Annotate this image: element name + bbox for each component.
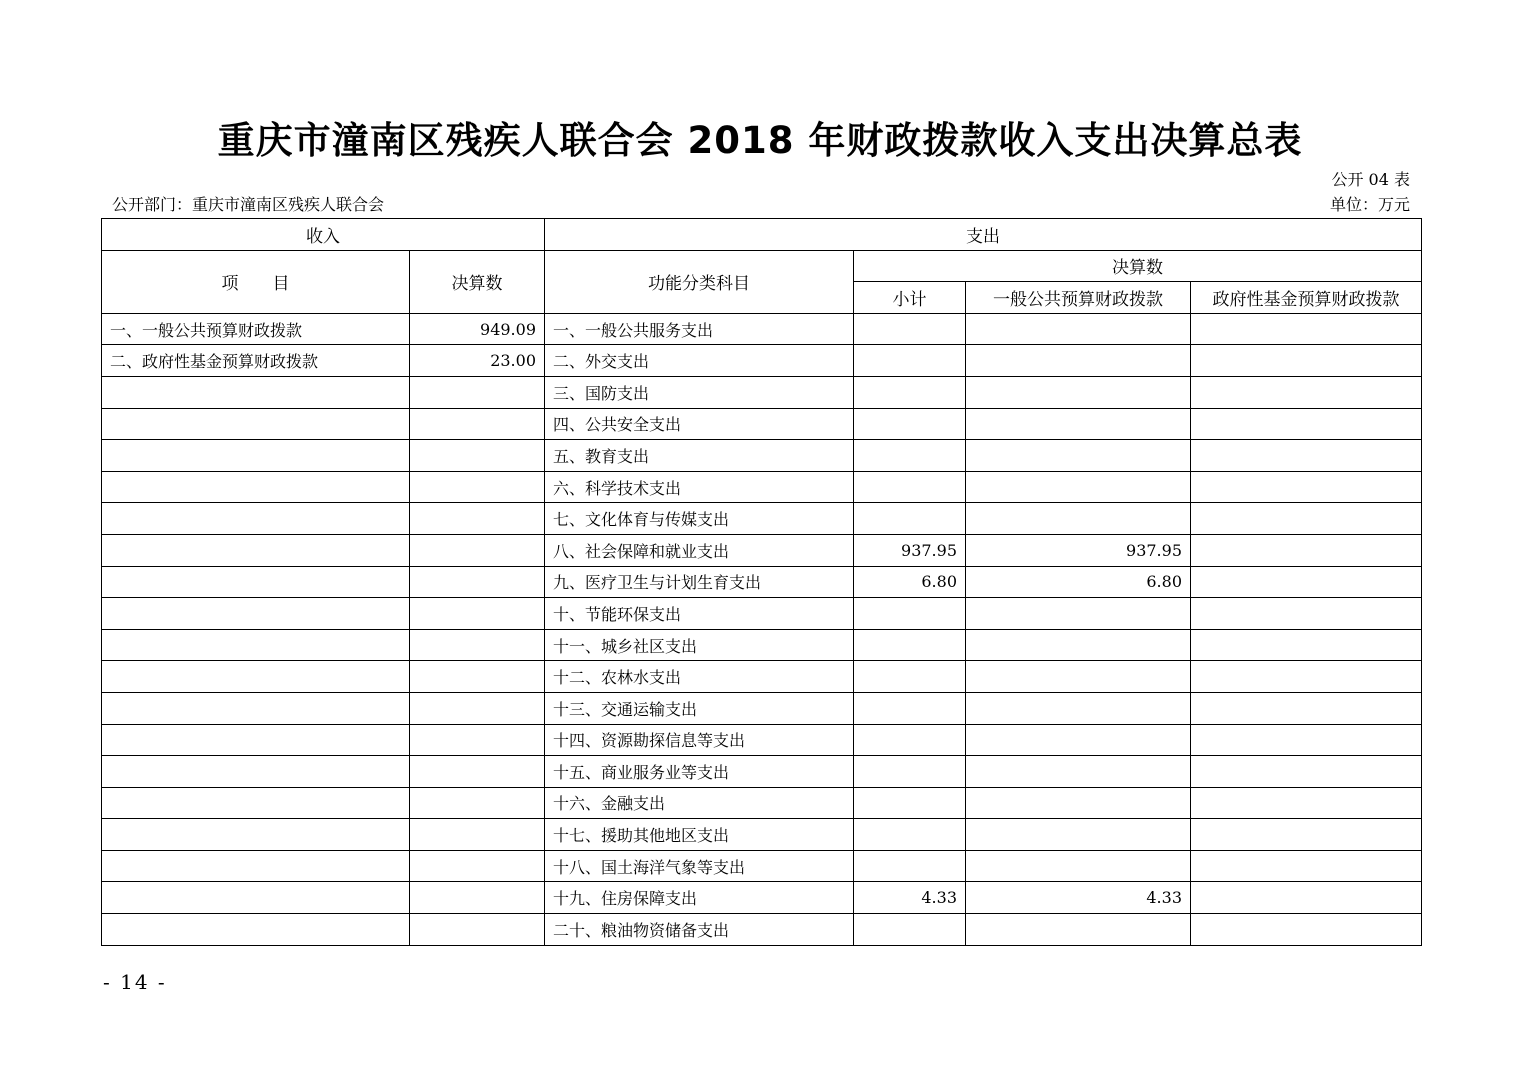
subtotal-cell [854, 376, 966, 408]
func-category-header: 功能分类科目 [545, 250, 854, 313]
income-amount-cell [410, 503, 545, 535]
gov-fund-cell [1191, 882, 1422, 914]
expense-item-cell: 三、国防支出 [545, 376, 854, 408]
general-budget-cell: 6.80 [966, 566, 1191, 598]
subtotal-cell: 937.95 [854, 534, 966, 566]
income-amount-cell [410, 440, 545, 472]
table-row [102, 692, 1422, 724]
gov-fund-cell [1191, 503, 1422, 535]
income-amount-cell [410, 661, 545, 693]
income-item-cell [102, 914, 410, 946]
income-item-cell [102, 376, 410, 408]
general-budget-cell [966, 629, 1191, 661]
income-item-cell [102, 534, 410, 566]
table-row [102, 440, 1422, 472]
gov-fund-cell [1191, 914, 1422, 946]
gov-fund-header: 政府性基金预算财政拨款 [1191, 282, 1422, 314]
income-item-cell [102, 440, 410, 472]
general-budget-cell [966, 756, 1191, 788]
income-item-cell [102, 566, 410, 598]
income-item-cell [102, 503, 410, 535]
income-item-cell [102, 787, 410, 819]
gov-fund-cell [1191, 376, 1422, 408]
general-budget-cell [966, 819, 1191, 851]
gov-fund-cell [1191, 440, 1422, 472]
general-budget-cell [966, 724, 1191, 756]
table-row [102, 787, 1422, 819]
general-budget-cell [966, 914, 1191, 946]
income-amount-cell [410, 566, 545, 598]
income-amount-cell [410, 787, 545, 819]
subtotal-cell [854, 661, 966, 693]
expense-item-cell: 十九、住房保障支出 [545, 882, 854, 914]
income-item-cell [102, 850, 410, 882]
gov-fund-cell [1191, 566, 1422, 598]
income-item-cell [102, 819, 410, 851]
income-item-cell [102, 471, 410, 503]
subtotal-header: 小计 [854, 282, 966, 314]
expense-item-cell: 十四、资源勘探信息等支出 [545, 724, 854, 756]
income-item-cell [102, 598, 410, 630]
income-item-cell [102, 629, 410, 661]
income-amount-cell [410, 534, 545, 566]
table-row [102, 724, 1422, 756]
income-amount-cell [410, 629, 545, 661]
gov-fund-cell [1191, 850, 1422, 882]
subtotal-cell [854, 756, 966, 788]
subtotal-cell [854, 787, 966, 819]
expense-item-cell: 十八、国土海洋气象等支出 [545, 850, 854, 882]
expense-item-cell: 十、节能环保支出 [545, 598, 854, 630]
unit-label: 单位：万元 [1329, 195, 1410, 214]
income-amount-cell [410, 819, 545, 851]
income-header: 收入 [102, 219, 545, 251]
table-row [102, 598, 1422, 630]
income-item-cell [102, 724, 410, 756]
expense-item-cell: 十五、商业服务业等支出 [545, 756, 854, 788]
income-amount-cell [410, 914, 545, 946]
expense-item-cell: 七、文化体育与传媒支出 [545, 503, 854, 535]
gov-fund-cell [1191, 598, 1422, 630]
item-header: 项 目 [102, 250, 410, 313]
subtotal-cell [854, 692, 966, 724]
final-amount-header: 决算数 [410, 250, 545, 313]
general-budget-cell: 937.95 [966, 534, 1191, 566]
expense-item-cell: 十六、金融支出 [545, 787, 854, 819]
table-row [102, 376, 1422, 408]
expense-item-cell: 八、社会保障和就业支出 [545, 534, 854, 566]
page-title: 重庆市潼南区残疾人联合会 2018 年财政拨款收入支出决算总表 [217, 119, 1303, 162]
table-body [102, 313, 1422, 945]
budget-table [101, 218, 1422, 946]
subtotal-cell [854, 471, 966, 503]
general-budget-cell [966, 850, 1191, 882]
general-budget-cell [966, 661, 1191, 693]
gov-fund-cell [1191, 345, 1422, 377]
income-item-cell [102, 692, 410, 724]
table-row [102, 503, 1422, 535]
subtotal-cell [854, 313, 966, 345]
final-amount-group-header: 决算数 [854, 250, 1422, 282]
gov-fund-cell [1191, 724, 1422, 756]
gov-fund-cell [1191, 787, 1422, 819]
income-amount-cell [410, 724, 545, 756]
general-budget-cell [966, 471, 1191, 503]
expense-item-cell: 十一、城乡社区支出 [545, 629, 854, 661]
table-row [102, 313, 1422, 345]
gov-fund-cell [1191, 692, 1422, 724]
income-amount-cell [410, 882, 545, 914]
table-row [102, 850, 1422, 882]
general-budget-cell [966, 313, 1191, 345]
subtotal-cell [854, 345, 966, 377]
table-row [102, 534, 1422, 566]
general-budget-cell [966, 503, 1191, 535]
general-budget-cell [966, 787, 1191, 819]
general-budget-header: 一般公共预算财政拨款 [966, 282, 1191, 314]
gov-fund-cell [1191, 534, 1422, 566]
expense-item-cell: 二、外交支出 [545, 345, 854, 377]
department-label: 公开部门：重庆市潼南区残疾人联合会 [112, 195, 385, 214]
form-number: 公开 04 表 [1331, 170, 1410, 189]
table-row [102, 408, 1422, 440]
table-row [102, 471, 1422, 503]
gov-fund-cell [1191, 661, 1422, 693]
expense-item-cell: 十七、援助其他地区支出 [545, 819, 854, 851]
subtotal-cell [854, 914, 966, 946]
income-item-cell: 一、一般公共预算财政拨款 [102, 313, 410, 345]
table-row [102, 882, 1422, 914]
subtotal-cell [854, 819, 966, 851]
expense-item-cell: 二十、粮油物资储备支出 [545, 914, 854, 946]
gov-fund-cell [1191, 313, 1422, 345]
income-amount-cell [410, 850, 545, 882]
subtotal-cell [854, 408, 966, 440]
subtotal-cell [854, 503, 966, 535]
expense-item-cell: 十二、农林水支出 [545, 661, 854, 693]
gov-fund-cell [1191, 756, 1422, 788]
page-number: - 14 - [103, 970, 167, 994]
income-amount-cell [410, 408, 545, 440]
income-item-cell [102, 882, 410, 914]
income-amount-cell [410, 598, 545, 630]
subtotal-cell [854, 598, 966, 630]
general-budget-cell [966, 345, 1191, 377]
table-row [102, 819, 1422, 851]
expense-item-cell: 一、一般公共服务支出 [545, 313, 854, 345]
table-row [102, 629, 1422, 661]
income-amount-cell [410, 471, 545, 503]
income-item-cell [102, 661, 410, 693]
expense-item-cell: 十三、交通运输支出 [545, 692, 854, 724]
table-row [102, 345, 1422, 377]
income-item-cell [102, 756, 410, 788]
general-budget-cell [966, 440, 1191, 472]
table-row [102, 566, 1422, 598]
income-amount-cell [410, 756, 545, 788]
expense-item-cell: 九、医疗卫生与计划生育支出 [545, 566, 854, 598]
expense-header: 支出 [545, 219, 1422, 251]
table-row [102, 914, 1422, 946]
table-row [102, 756, 1422, 788]
income-amount-cell: 949.09 [410, 313, 545, 345]
subtotal-cell [854, 629, 966, 661]
table-row [102, 661, 1422, 693]
general-budget-cell [966, 376, 1191, 408]
gov-fund-cell [1191, 408, 1422, 440]
gov-fund-cell [1191, 471, 1422, 503]
subtotal-cell [854, 724, 966, 756]
general-budget-cell [966, 598, 1191, 630]
gov-fund-cell [1191, 819, 1422, 851]
expense-item-cell: 五、教育支出 [545, 440, 854, 472]
income-amount-cell [410, 692, 545, 724]
expense-item-cell: 六、科学技术支出 [545, 471, 854, 503]
income-item-cell: 二、政府性基金预算财政拨款 [102, 345, 410, 377]
expense-item-cell: 四、公共安全支出 [545, 408, 854, 440]
subtotal-cell [854, 440, 966, 472]
income-item-cell [102, 408, 410, 440]
subtotal-cell [854, 850, 966, 882]
general-budget-cell [966, 692, 1191, 724]
subtotal-cell: 6.80 [854, 566, 966, 598]
general-budget-cell: 4.33 [966, 882, 1191, 914]
income-amount-cell [410, 376, 545, 408]
income-amount-cell: 23.00 [410, 345, 545, 377]
gov-fund-cell [1191, 629, 1422, 661]
general-budget-cell [966, 408, 1191, 440]
subtotal-cell: 4.33 [854, 882, 966, 914]
